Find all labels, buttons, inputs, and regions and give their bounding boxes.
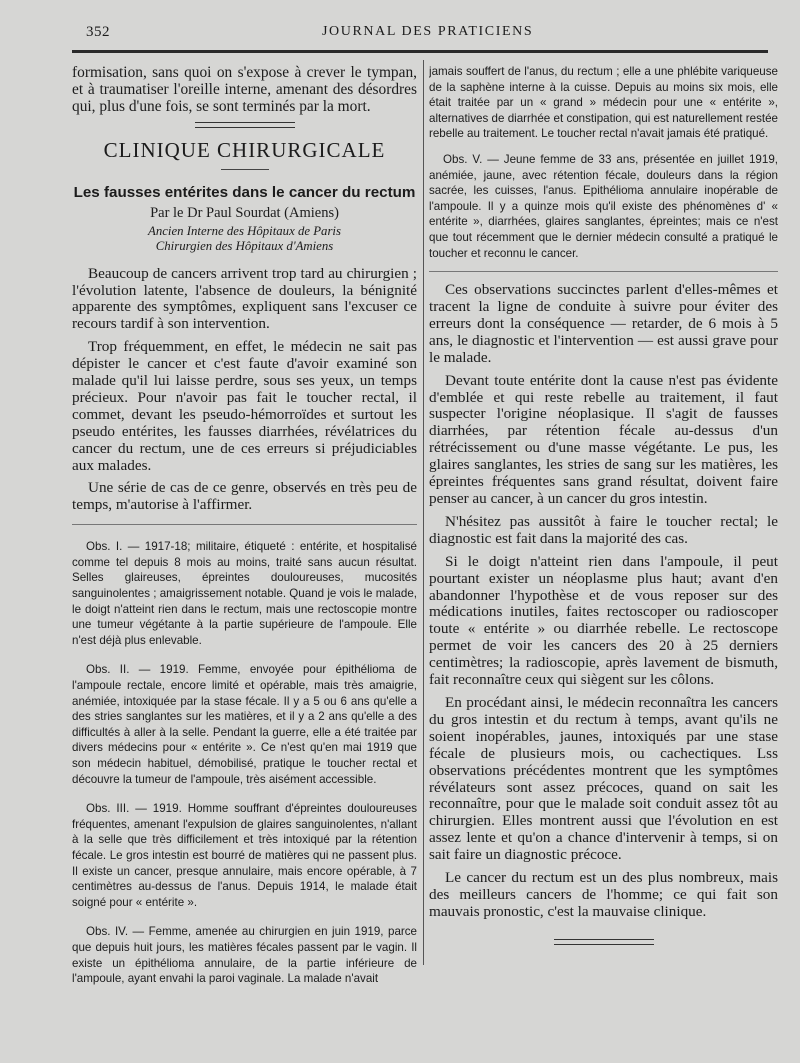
body-paragraph: Ces observations succinctes parlent d'elles-mêmes et tracent la ligne de conduite à suivre pour éviter des erreurs dont la conséquence — retarder, de 6 mois à 5 ans, le diagnostic et l'intervention — est aussi grave pour le malade. (429, 281, 778, 366)
article-end-rule (554, 939, 654, 945)
column-divider (423, 60, 424, 965)
observation-4-continued: jamais souffert de l'anus, du rectum ; elle a une phlébite variqueuse de la saphène interne à la cuisse. Depuis au moins six mois, elle était traitée par un « grand » médecin pour une « entérite », alternatives de diarrhée et constipation, qui est naturellement restée rebelle au traitement. Le toucher rectal n'avait jamais été pratiqué. (429, 65, 778, 141)
header-rule (72, 50, 768, 53)
body-paragraph: En procédant ainsi, le médecin reconnaîtra les cancers du gros intestin et du rectum à temps, avant qu'ils ne soient inopérables, jaunes, intoxiqués par une stase fécale de plusieurs mois, ou cachectiques. Lss observations précédentes montrent que les symptômes révélateurs sont assez précoces, quand on sait les reconnaître, pour que le malade soit conduit assez tôt au chirurgien. Elles montrent aussi que l'évolution en est assez lente et qu'on a chance d'intervenir à temps, si on sait faire un diagnostic précoce. (429, 693, 778, 864)
body-paragraph: N'hésitez pas aussitôt à faire le toucher rectal; le diagnostic est fait dans la majorité des cas. (429, 512, 778, 547)
section-title: CLINIQUE CHIRURGICALE (103, 137, 386, 162)
carryover-paragraph: formisation, sans quoi on s'expose à crever le tympan, et à traumatiser l'oreille interne, amenant des désordres qui, plus d'une fois, se sont terminés par la mort. (72, 64, 417, 116)
byline: Par le Dr Paul Sourdat (Amiens) (150, 204, 339, 221)
left-column (72, 64, 417, 1044)
observation-5: Obs. V. — Jeune femme de 33 ans, présentée en juillet 1919, anémiée, jaune, avec rétention fécale, douleurs dans la région sacrée, les cuisses, l'anus. Epithélioma annulaire inopérable de l'ampoule. Il y a quinze mois qu'il existe des phénomènes d' « entérite », diarrhées, glaires sanglantes, épreintes; mais ce n'est que tout récemment que le dernier médecin consulté a pratiqué le toucher et reconnu le cancer. (429, 152, 778, 260)
body-paragraph: Trop fréquemment, en effet, le médecin ne sait pas dépister le cancer et c'est faute d'avoir examiné son malade qu'il lui laisse perdre, sous ses yeux, un temps précieux. Pour n'avoir pas fait le toucher rectal, il commet, devant les pseudo-hémorroïdes et surtout les pseudo entérites, les fausses diarrhées, révélatrices du cancer du rectum, une de ces erreurs si préjudiciables aux malades. (72, 338, 417, 474)
article-title: Les fausses entérites dans le cancer du rectum (73, 183, 416, 201)
observation-4: Obs. IV. — Femme, amenée au chirurgien en juin 1919, parce que depuis huit jours, les matières fécales passent par le vagin. Il existe un épithélioma annulaire, de la partie inférieure de l'ampoule, ayant envahi la paroi vaginale. La malade n'avait (72, 925, 417, 986)
body-paragraph: Si le doigt n'atteint rien dans l'ampoule, il peut pourtant exister un néoplasme plus haut; avant d'en abandonner l'hypothèse et de vous reposer sur des médications inutiles, faites rectoscoper ou radioscoper toute « entérite » ou diarrhée rebelle. Le rectoscope permet de voir les cancers des 20 à 25 derniers centimètres; la radioscopie, après lavement de bismuth, fait reconnaître ceux qui siègent sur les côlons. (429, 552, 778, 689)
body-paragraph: Devant toute entérite dont la cause n'est pas évidente d'emblée et qui reste rebelle au traitement, il faut suspecter l'origine néoplasique. Il s'agit de fausses diarrhées, par rétention fécale au-dessus d'un rétrécissement ou d'une masse végétante. Le pus, les glaires sanglantes, les stries de sang sur les matières, les épreintes fréquentes sans grand résultat, doivent faire penser au cancer, à un cancer du gros intestin. (429, 371, 778, 507)
observations-rule (72, 524, 417, 525)
observation-3: Obs. III. — 1919. Homme souffrant d'épreintes douloureuses fréquentes, amenant l'expulsion de glaires sanguinolentes, n'allant à la selle que très difficilement et très intoxiqué par la rétention fécale. Le gros intestin est bourré de matières qui ne passent plus. Il existe un cancer, presque annulaire, mais encore opérable, à 7 centimètres au-dessus de l'anus. Depuis 1914, le malade était soigné pour « entérite ». (72, 802, 417, 909)
observations-end-rule (429, 271, 778, 272)
observation-1: Obs. I. — 1917-18; militaire, étiqueté : entérite, et hospitalisé comme tel depuis 8 mois au moins, traité sans aucun résultat. Selles glaireuses, épreintes douloureuses, mucosités sanguinolentes ; amaigrissement notable. Quand je vois le malade, le doigt n'atteint rien dans le rectum, mais une rectoscopie montre une tumeur végétante à la partie supérieure de l'ampoule. Elle n'est déjà plus enlevable. (72, 540, 417, 647)
affiliation-line: Ancien Interne des Hôpitaux de Paris (148, 223, 341, 238)
observation-2: Obs. II. — 1919. Femme, envoyée pour épithélioma de l'ampoule rectale, encore limité et opérable, mais très amaigrie, anémiée, intoxiquée par la stase fécale. Il y a 5 ou 6 ans qu'elle a des stries sanglantes sur les matières, et il y a 2 ans qu'elle a des difficultés à aller à la selle. Pendant la guerre, elle a été traitée par divers médecins pour « entérite ». Ce n'est qu'en mai 1919 que son médecin habituel, démobilisé, pratique le toucher rectal et découvre la tumeur de l'ampoule, très aisément accessible. (72, 663, 417, 786)
journal-title: JOURNAL DES PRATICIENS (322, 24, 534, 39)
body-paragraph: Le cancer du rectum est un des plus nombreux, mais des meilleurs cancers de l'homme; ce qui fait son mauvais pronostic, c'est la mauvaise clinique. (429, 869, 778, 920)
title-rule (221, 169, 269, 170)
affiliation-line: Chirurgien des Hôpitaux d'Amiens (155, 238, 334, 253)
page-number: 352 (86, 24, 110, 40)
body-paragraph: Une série de cas de ce genre, observés en très peu de temps, m'autorise à l'affirmer. (72, 479, 417, 514)
running-head (0, 0, 800, 50)
body-paragraph: Beaucoup de cancers arrivent trop tard au chirurgien ; l'évolution latente, l'absence de douleurs, la bénignité apparente des symptômes, expliquent sans l'excuser ce recours tardif à son intervention. (72, 264, 417, 333)
section-divider (195, 122, 295, 128)
affiliation-block (72, 224, 417, 254)
right-column (429, 64, 778, 1044)
